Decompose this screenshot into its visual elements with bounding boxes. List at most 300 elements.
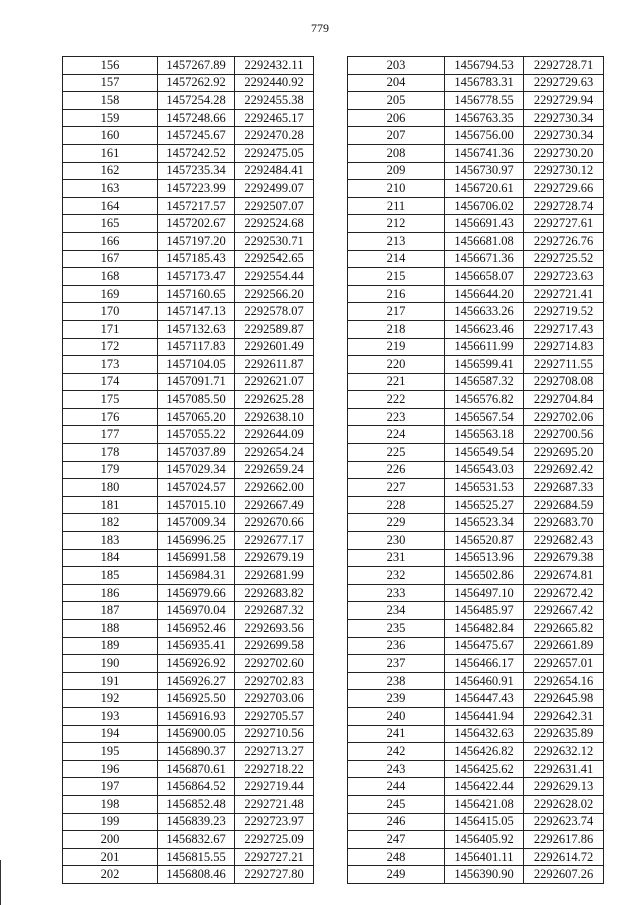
x-coordinate-cell: 1456567.54 — [445, 408, 524, 426]
point-number-cell: 183 — [63, 532, 158, 550]
y-coordinate-cell: 2292723.63 — [524, 268, 604, 286]
table-row — [348, 215, 604, 233]
table-row — [348, 479, 604, 497]
y-coordinate-cell: 2292727.61 — [524, 215, 604, 233]
x-coordinate-cell: 1457091.71 — [158, 373, 235, 391]
x-coordinate-cell: 1456916.93 — [158, 707, 235, 725]
y-coordinate-cell: 2292699.58 — [235, 637, 314, 655]
table-row — [348, 743, 604, 761]
point-number-cell: 208 — [348, 144, 445, 162]
y-coordinate-cell: 2292654.16 — [524, 672, 604, 690]
y-coordinate-cell: 2292717.43 — [524, 320, 604, 338]
point-number-cell: 180 — [63, 479, 158, 497]
x-coordinate-cell: 1456979.66 — [158, 584, 235, 602]
y-coordinate-cell: 2292654.24 — [235, 444, 314, 462]
x-coordinate-cell: 1456763.35 — [445, 109, 524, 127]
y-coordinate-cell: 2292601.49 — [235, 338, 314, 356]
point-number-cell: 198 — [63, 795, 158, 813]
point-number-cell: 206 — [348, 109, 445, 127]
table-row — [63, 197, 314, 215]
x-coordinate-cell: 1456563.18 — [445, 426, 524, 444]
x-coordinate-cell: 1456485.97 — [445, 602, 524, 620]
table-row — [348, 866, 604, 884]
table-row — [63, 57, 314, 75]
point-number-cell: 230 — [348, 532, 445, 550]
x-coordinate-cell: 1457055.22 — [158, 426, 235, 444]
x-coordinate-cell: 1456633.26 — [445, 303, 524, 321]
table-row — [348, 831, 604, 849]
point-number-cell: 237 — [348, 655, 445, 673]
point-number-cell: 164 — [63, 197, 158, 215]
table-row — [348, 778, 604, 796]
table-row — [63, 514, 314, 532]
y-coordinate-cell: 2292465.17 — [235, 109, 314, 127]
point-number-cell: 231 — [348, 549, 445, 567]
y-coordinate-cell: 2292625.28 — [235, 391, 314, 409]
x-coordinate-cell: 1457029.34 — [158, 461, 235, 479]
y-coordinate-cell: 2292607.26 — [524, 866, 604, 884]
table-row — [63, 408, 314, 426]
y-coordinate-cell: 2292677.17 — [235, 532, 314, 550]
table-row — [348, 567, 604, 585]
x-coordinate-cell: 1456531.53 — [445, 479, 524, 497]
y-coordinate-cell: 2292682.43 — [524, 532, 604, 550]
y-coordinate-cell: 2292554.44 — [235, 268, 314, 286]
y-coordinate-cell: 2292703.06 — [235, 690, 314, 708]
point-number-cell: 222 — [348, 391, 445, 409]
y-coordinate-cell: 2292700.56 — [524, 426, 604, 444]
table-row — [63, 778, 314, 796]
table-row — [63, 725, 314, 743]
table-row — [348, 232, 604, 250]
x-coordinate-cell: 1457037.89 — [158, 444, 235, 462]
table-row — [348, 162, 604, 180]
x-coordinate-cell: 1456756.00 — [445, 127, 524, 145]
point-number-cell: 219 — [348, 338, 445, 356]
table-row — [348, 637, 604, 655]
x-coordinate-cell: 1457024.57 — [158, 479, 235, 497]
x-coordinate-cell: 1456623.46 — [445, 320, 524, 338]
point-number-cell: 160 — [63, 127, 158, 145]
table-row — [348, 320, 604, 338]
point-number-cell: 249 — [348, 866, 445, 884]
table-row — [348, 620, 604, 638]
point-number-cell: 181 — [63, 496, 158, 514]
table-row — [63, 338, 314, 356]
x-coordinate-cell: 1457245.67 — [158, 127, 235, 145]
point-number-cell: 176 — [63, 408, 158, 426]
y-coordinate-cell: 2292566.20 — [235, 285, 314, 303]
x-coordinate-cell: 1456783.31 — [445, 74, 524, 92]
table-row — [63, 320, 314, 338]
x-coordinate-cell: 1456390.90 — [445, 866, 524, 884]
table-row — [348, 461, 604, 479]
x-coordinate-cell: 1456432.63 — [445, 725, 524, 743]
x-coordinate-cell: 1456401.11 — [445, 848, 524, 866]
point-number-cell: 246 — [348, 813, 445, 831]
point-number-cell: 220 — [348, 356, 445, 374]
x-coordinate-cell: 1457248.66 — [158, 109, 235, 127]
point-number-cell: 168 — [63, 268, 158, 286]
table-row — [348, 672, 604, 690]
table-row — [348, 303, 604, 321]
point-number-cell: 212 — [348, 215, 445, 233]
table-row — [63, 461, 314, 479]
x-coordinate-cell: 1457254.28 — [158, 92, 235, 110]
table-row — [348, 584, 604, 602]
y-coordinate-cell: 2292470.28 — [235, 127, 314, 145]
x-coordinate-cell: 1457262.92 — [158, 74, 235, 92]
point-number-cell: 240 — [348, 707, 445, 725]
y-coordinate-cell: 2292714.83 — [524, 338, 604, 356]
x-coordinate-cell: 1456691.43 — [445, 215, 524, 233]
point-number-cell: 205 — [348, 92, 445, 110]
y-coordinate-cell: 2292727.80 — [235, 866, 314, 884]
y-coordinate-cell: 2292681.99 — [235, 567, 314, 585]
x-coordinate-cell: 1456658.07 — [445, 268, 524, 286]
point-number-cell: 191 — [63, 672, 158, 690]
point-number-cell: 223 — [348, 408, 445, 426]
point-number-cell: 229 — [348, 514, 445, 532]
table-row — [348, 127, 604, 145]
table-row — [348, 602, 604, 620]
y-coordinate-cell: 2292507.07 — [235, 197, 314, 215]
x-coordinate-cell: 1456808.46 — [158, 866, 235, 884]
y-coordinate-cell: 2292667.42 — [524, 602, 604, 620]
x-coordinate-cell: 1456741.36 — [445, 144, 524, 162]
x-coordinate-cell: 1456778.55 — [445, 92, 524, 110]
y-coordinate-cell: 2292524.68 — [235, 215, 314, 233]
table-row — [63, 127, 314, 145]
point-number-cell: 166 — [63, 232, 158, 250]
point-number-cell: 172 — [63, 338, 158, 356]
coordinates-table-right — [347, 56, 604, 884]
table-row — [348, 444, 604, 462]
point-number-cell: 245 — [348, 795, 445, 813]
table-row — [348, 707, 604, 725]
table-row — [63, 144, 314, 162]
x-coordinate-cell: 1456466.17 — [445, 655, 524, 673]
x-coordinate-cell: 1457085.50 — [158, 391, 235, 409]
y-coordinate-cell: 2292723.97 — [235, 813, 314, 831]
y-coordinate-cell: 2292672.42 — [524, 584, 604, 602]
y-coordinate-cell: 2292725.09 — [235, 831, 314, 849]
table-row — [63, 743, 314, 761]
table-row — [348, 408, 604, 426]
y-coordinate-cell: 2292718.22 — [235, 760, 314, 778]
y-coordinate-cell: 2292687.33 — [524, 479, 604, 497]
point-number-cell: 201 — [63, 848, 158, 866]
table-row — [63, 672, 314, 690]
y-coordinate-cell: 2292727.21 — [235, 848, 314, 866]
y-coordinate-cell: 2292684.59 — [524, 496, 604, 514]
table-row — [63, 795, 314, 813]
point-number-cell: 236 — [348, 637, 445, 655]
y-coordinate-cell: 2292578.07 — [235, 303, 314, 321]
table-row — [348, 356, 604, 374]
point-number-cell: 163 — [63, 180, 158, 198]
table-row — [63, 584, 314, 602]
point-number-cell: 200 — [63, 831, 158, 849]
table-row — [348, 514, 604, 532]
x-coordinate-cell: 1456422.44 — [445, 778, 524, 796]
y-coordinate-cell: 2292687.32 — [235, 602, 314, 620]
y-coordinate-cell: 2292730.34 — [524, 127, 604, 145]
x-coordinate-cell: 1456970.04 — [158, 602, 235, 620]
point-number-cell: 239 — [348, 690, 445, 708]
y-coordinate-cell: 2292693.56 — [235, 620, 314, 638]
y-coordinate-cell: 2292704.84 — [524, 391, 604, 409]
y-coordinate-cell: 2292729.94 — [524, 92, 604, 110]
point-number-cell: 185 — [63, 567, 158, 585]
x-coordinate-cell: 1456611.99 — [445, 338, 524, 356]
point-number-cell: 182 — [63, 514, 158, 532]
x-coordinate-cell: 1456900.05 — [158, 725, 235, 743]
table-row — [348, 180, 604, 198]
table-row — [63, 549, 314, 567]
y-coordinate-cell: 2292713.27 — [235, 743, 314, 761]
y-coordinate-cell: 2292721.48 — [235, 795, 314, 813]
point-number-cell: 177 — [63, 426, 158, 444]
y-coordinate-cell: 2292670.66 — [235, 514, 314, 532]
y-coordinate-cell: 2292642.31 — [524, 707, 604, 725]
point-number-cell: 241 — [348, 725, 445, 743]
table-row — [348, 532, 604, 550]
x-coordinate-cell: 1457132.63 — [158, 320, 235, 338]
table-row — [63, 567, 314, 585]
table-row — [348, 391, 604, 409]
x-coordinate-cell: 1457173.47 — [158, 268, 235, 286]
y-coordinate-cell: 2292628.02 — [524, 795, 604, 813]
y-coordinate-cell: 2292644.09 — [235, 426, 314, 444]
point-number-cell: 196 — [63, 760, 158, 778]
y-coordinate-cell: 2292721.41 — [524, 285, 604, 303]
x-coordinate-cell: 1456426.82 — [445, 743, 524, 761]
point-number-cell: 238 — [348, 672, 445, 690]
point-number-cell: 202 — [63, 866, 158, 884]
x-coordinate-cell: 1456870.61 — [158, 760, 235, 778]
point-number-cell: 221 — [348, 373, 445, 391]
table-row — [63, 92, 314, 110]
y-coordinate-cell: 2292726.76 — [524, 232, 604, 250]
y-coordinate-cell: 2292657.01 — [524, 655, 604, 673]
point-number-cell: 243 — [348, 760, 445, 778]
point-number-cell: 158 — [63, 92, 158, 110]
x-coordinate-cell: 1456926.27 — [158, 672, 235, 690]
x-coordinate-cell: 1457217.57 — [158, 197, 235, 215]
table-row — [63, 268, 314, 286]
point-number-cell: 213 — [348, 232, 445, 250]
point-number-cell: 156 — [63, 57, 158, 75]
table-row — [348, 338, 604, 356]
y-coordinate-cell: 2292679.19 — [235, 549, 314, 567]
x-coordinate-cell: 1456839.23 — [158, 813, 235, 831]
y-coordinate-cell: 2292475.05 — [235, 144, 314, 162]
y-coordinate-cell: 2292710.56 — [235, 725, 314, 743]
table-row — [348, 57, 604, 75]
y-coordinate-cell: 2292638.10 — [235, 408, 314, 426]
x-coordinate-cell: 1456935.41 — [158, 637, 235, 655]
x-coordinate-cell: 1457160.65 — [158, 285, 235, 303]
table-row — [348, 373, 604, 391]
x-coordinate-cell: 1456815.55 — [158, 848, 235, 866]
y-coordinate-cell: 2292708.08 — [524, 373, 604, 391]
x-coordinate-cell: 1456415.05 — [445, 813, 524, 831]
table-row — [63, 215, 314, 233]
y-coordinate-cell: 2292667.49 — [235, 496, 314, 514]
table-row — [63, 602, 314, 620]
y-coordinate-cell: 2292617.86 — [524, 831, 604, 849]
y-coordinate-cell: 2292623.74 — [524, 813, 604, 831]
x-coordinate-cell: 1456730.97 — [445, 162, 524, 180]
table-row — [348, 496, 604, 514]
table-row — [348, 268, 604, 286]
point-number-cell: 189 — [63, 637, 158, 655]
y-coordinate-cell: 2292705.57 — [235, 707, 314, 725]
y-coordinate-cell: 2292730.20 — [524, 144, 604, 162]
table-row — [63, 303, 314, 321]
page-edge-line — [0, 860, 1, 905]
table-row — [348, 725, 604, 743]
x-coordinate-cell: 1456405.92 — [445, 831, 524, 849]
point-number-cell: 215 — [348, 268, 445, 286]
point-number-cell: 179 — [63, 461, 158, 479]
point-number-cell: 218 — [348, 320, 445, 338]
point-number-cell: 227 — [348, 479, 445, 497]
table-row — [348, 795, 604, 813]
y-coordinate-cell: 2292730.12 — [524, 162, 604, 180]
table-row — [63, 532, 314, 550]
point-number-cell: 199 — [63, 813, 158, 831]
point-number-cell: 187 — [63, 602, 158, 620]
y-coordinate-cell: 2292683.82 — [235, 584, 314, 602]
x-coordinate-cell: 1456587.32 — [445, 373, 524, 391]
y-coordinate-cell: 2292455.38 — [235, 92, 314, 110]
point-number-cell: 204 — [348, 74, 445, 92]
x-coordinate-cell: 1456447.43 — [445, 690, 524, 708]
y-coordinate-cell: 2292499.07 — [235, 180, 314, 198]
x-coordinate-cell: 1456671.36 — [445, 250, 524, 268]
x-coordinate-cell: 1456644.20 — [445, 285, 524, 303]
y-coordinate-cell: 2292729.63 — [524, 74, 604, 92]
x-coordinate-cell: 1457147.13 — [158, 303, 235, 321]
y-coordinate-cell: 2292629.13 — [524, 778, 604, 796]
table-row — [348, 690, 604, 708]
coordinates-table-left — [62, 56, 314, 884]
point-number-cell: 244 — [348, 778, 445, 796]
x-coordinate-cell: 1456984.31 — [158, 567, 235, 585]
x-coordinate-cell: 1456523.34 — [445, 514, 524, 532]
y-coordinate-cell: 2292695.20 — [524, 444, 604, 462]
y-coordinate-cell: 2292632.12 — [524, 743, 604, 761]
point-number-cell: 190 — [63, 655, 158, 673]
x-coordinate-cell: 1456991.58 — [158, 549, 235, 567]
table-row — [348, 426, 604, 444]
table-row — [348, 109, 604, 127]
point-number-cell: 186 — [63, 584, 158, 602]
point-number-cell: 188 — [63, 620, 158, 638]
y-coordinate-cell: 2292662.00 — [235, 479, 314, 497]
x-coordinate-cell: 1456441.94 — [445, 707, 524, 725]
point-number-cell: 170 — [63, 303, 158, 321]
table-row — [63, 760, 314, 778]
x-coordinate-cell: 1456681.08 — [445, 232, 524, 250]
table-row — [63, 74, 314, 92]
table-row — [63, 426, 314, 444]
point-number-cell: 225 — [348, 444, 445, 462]
x-coordinate-cell: 1456925.50 — [158, 690, 235, 708]
table-row — [348, 549, 604, 567]
point-number-cell: 242 — [348, 743, 445, 761]
x-coordinate-cell: 1456513.96 — [445, 549, 524, 567]
x-coordinate-cell: 1456996.25 — [158, 532, 235, 550]
table-row — [63, 655, 314, 673]
point-number-cell: 157 — [63, 74, 158, 92]
x-coordinate-cell: 1456502.86 — [445, 567, 524, 585]
x-coordinate-cell: 1456864.52 — [158, 778, 235, 796]
point-number-cell: 235 — [348, 620, 445, 638]
point-number-cell: 161 — [63, 144, 158, 162]
y-coordinate-cell: 2292432.11 — [235, 57, 314, 75]
x-coordinate-cell: 1457202.67 — [158, 215, 235, 233]
table-row — [63, 479, 314, 497]
point-number-cell: 224 — [348, 426, 445, 444]
table-row — [348, 92, 604, 110]
y-coordinate-cell: 2292679.38 — [524, 549, 604, 567]
table-row — [63, 391, 314, 409]
x-coordinate-cell: 1456549.54 — [445, 444, 524, 462]
y-coordinate-cell: 2292702.06 — [524, 408, 604, 426]
y-coordinate-cell: 2292611.87 — [235, 356, 314, 374]
table-row — [348, 760, 604, 778]
y-coordinate-cell: 2292614.72 — [524, 848, 604, 866]
table-row — [63, 866, 314, 884]
point-number-cell: 217 — [348, 303, 445, 321]
table-row — [348, 813, 604, 831]
x-coordinate-cell: 1456832.67 — [158, 831, 235, 849]
point-number-cell: 226 — [348, 461, 445, 479]
point-number-cell: 159 — [63, 109, 158, 127]
x-coordinate-cell: 1456599.41 — [445, 356, 524, 374]
point-number-cell: 216 — [348, 285, 445, 303]
point-number-cell: 247 — [348, 831, 445, 849]
y-coordinate-cell: 2292542.65 — [235, 250, 314, 268]
point-number-cell: 175 — [63, 391, 158, 409]
x-coordinate-cell: 1457065.20 — [158, 408, 235, 426]
x-coordinate-cell: 1456425.62 — [445, 760, 524, 778]
table-row — [63, 496, 314, 514]
y-coordinate-cell: 2292621.07 — [235, 373, 314, 391]
x-coordinate-cell: 1456543.03 — [445, 461, 524, 479]
table-row — [63, 813, 314, 831]
point-number-cell: 203 — [348, 57, 445, 75]
table-row — [348, 197, 604, 215]
x-coordinate-cell: 1456520.87 — [445, 532, 524, 550]
point-number-cell: 248 — [348, 848, 445, 866]
x-coordinate-cell: 1457267.89 — [158, 57, 235, 75]
y-coordinate-cell: 2292440.92 — [235, 74, 314, 92]
y-coordinate-cell: 2292661.89 — [524, 637, 604, 655]
table-row — [63, 831, 314, 849]
point-number-cell: 209 — [348, 162, 445, 180]
table-row — [63, 180, 314, 198]
x-coordinate-cell: 1456460.91 — [445, 672, 524, 690]
x-coordinate-cell: 1456525.27 — [445, 496, 524, 514]
table-row — [63, 444, 314, 462]
x-coordinate-cell: 1456720.61 — [445, 180, 524, 198]
point-number-cell: 169 — [63, 285, 158, 303]
point-number-cell: 173 — [63, 356, 158, 374]
